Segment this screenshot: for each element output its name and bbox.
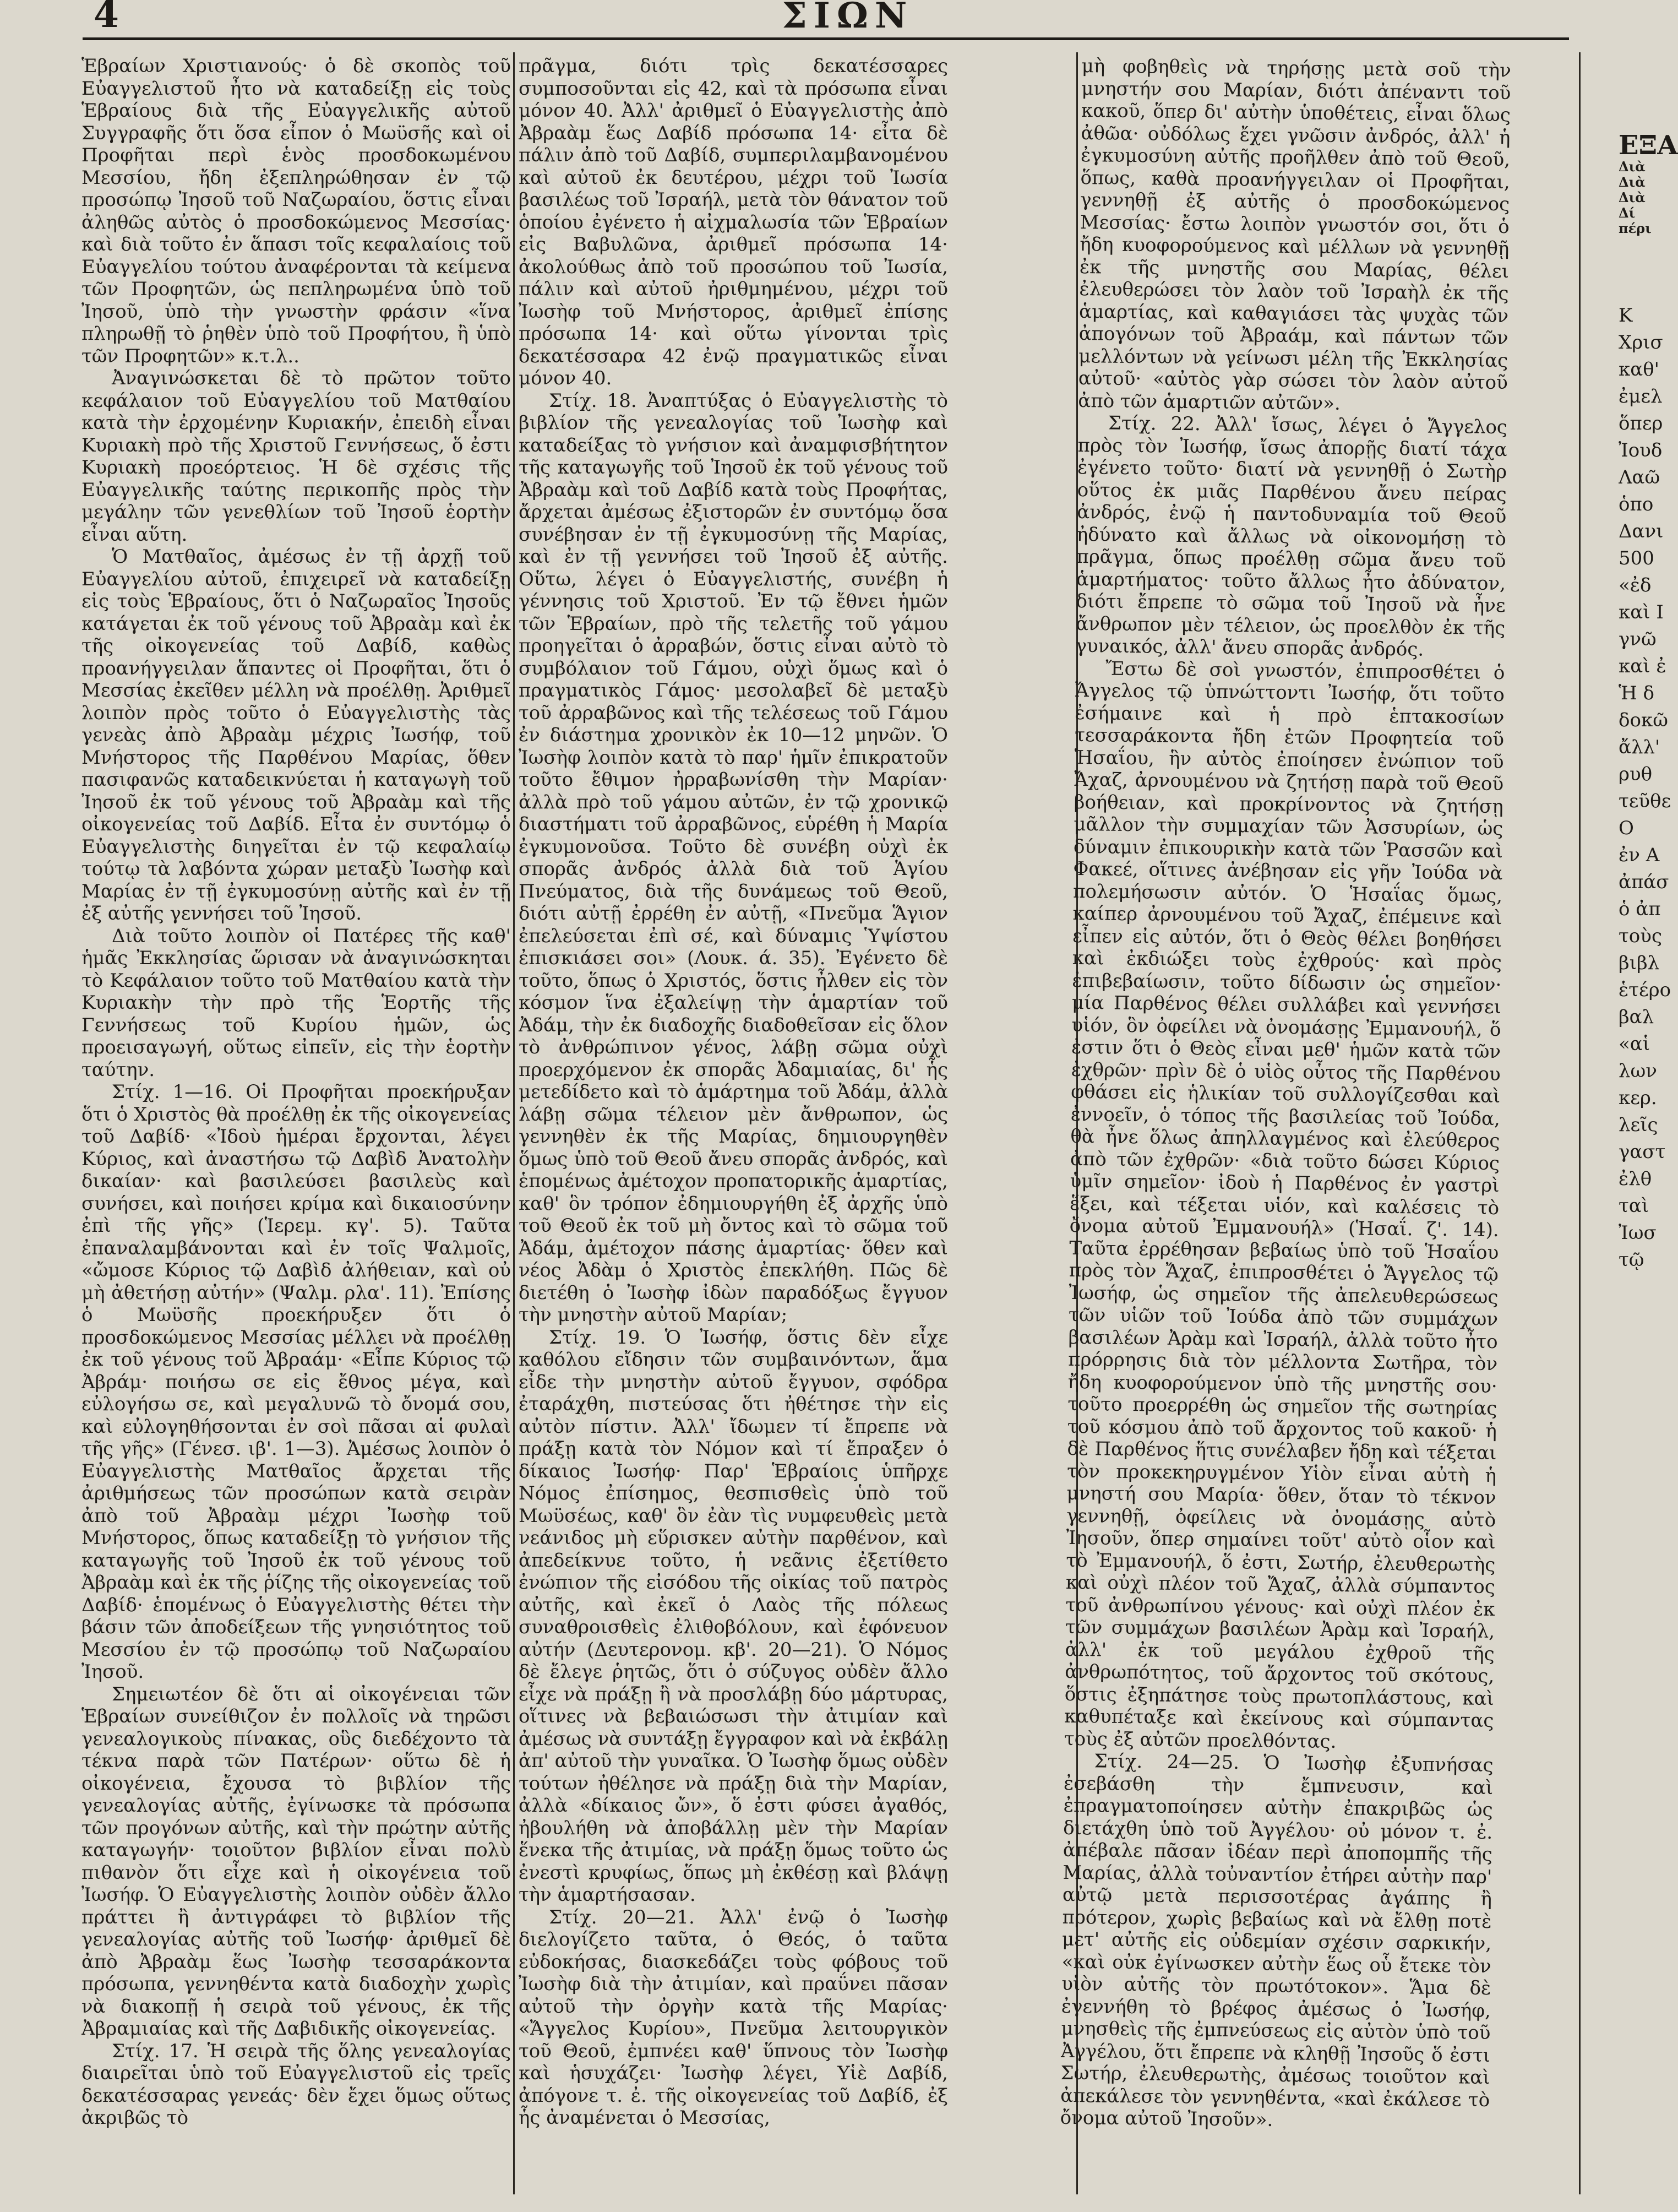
edge-fragment: κερ.	[1619, 1087, 1657, 1109]
paragraph: Στίχ. 18. Ἀναπτύξας ὁ Εὐαγγελιστὴς τὸ βιβλίον τῆς γενεαλογίας τοῦ Ἰωσὴφ καὶ καταδείξας τὸ γνήσιον καὶ ἀναμφισβήτητον τῆς καταγωγῆς τοῦ Ἰησοῦ ἐκ τοῦ γένους τοῦ Ἀβραὰμ καὶ τοῦ Δαβίδ κατὰ τοὺς Προφήτας, ἄρχεται ἀμέσως ἐξιστορῶν ἐν συντόμῳ ὅσα συνέβησαν ἐν τῇ ἐγκυμοσύνῃ τῆς Μαρίας, καὶ ἐν τῇ γεννήσει τοῦ Ἰησοῦ ἐξ αὐτῆς. Οὕτω, λέγει ὁ Εὐαγγελιστής, συνέβη ἡ γέννησις τοῦ Χριστοῦ. Ἐν τῷ ἔθνει ἡμῶν τῶν Ἑβραίων, πρὸ τῆς τελετῆς τοῦ γάμου προηγεῖται ὁ ἀρραβών, ὅστις εἶναι αὐτὸ τὸ συμβόλαιον τοῦ Γάμου, οὐχὶ ὅμως καὶ ὁ πραγματικὸς Γάμος· μεσολαβεῖ δὲ μεταξὺ τοῦ ἀρραβῶνος καὶ τῆς τελέσεως τοῦ Γάμου ἐν διάστημα χρονικὸν ἐκ 10—12 μηνῶν. Ὁ Ἰωσὴφ λοιπὸν κατὰ τὸ παρ' ἡμῖν ἐπικρατοῦν τοῦτο ἔθιμον ἠρραβωνίσθη τὴν Μαρίαν· ἀλλὰ πρὸ τοῦ γάμου αὐτῶν, ἐν τῷ χρονικῷ διαστήματι τοῦ ἀρραβῶνος, εὑρέθη ἡ Μαρία ἐγκυμονοῦσα. Τοῦτο δὲ συνέβη οὐχὶ ἐκ σπορᾶς ἀνδρός ἀλλὰ διὰ τοῦ Ἁγίου Πνεύματος, διὰ τῆς δυνάμεως τοῦ Θεοῦ, διότι αὐτῇ ἐρρέθη ἐν αὐτῇ, «Πνεῦμα Ἅγιον ἐπελεύσεται ἐπὶ σέ, καὶ δύναμις Ὑψίστου ἐπισκιάσει σοι» (Λουκ. ά. 35). Ἐγένετο δὲ τοῦτο, ὅπως ὁ Χριστός, ὅστις ἦλθεν εἰς τὸν κόσμον ἵνα ἐξαλείψῃ τὴν ἁμαρτίαν τοῦ Ἀδάμ, τὴν ἐκ διαδοχῆς διαδοθεῖσαν εἰς ὅλον τὸ ἀνθρώπινον γένος, λάβῃ σῶμα οὐχὶ προερχόμενον ἐκ σπορᾶς Ἀδαμιαίας, δι' ἧς μετεδίδετο καὶ τὸ ἁμάρτημα τοῦ Ἀδάμ, ἀλλὰ λάβῃ σῶμα τέλειον μὲν ἄνθρωπον, ὡς γεννηθὲν ἐκ τῆς Μαρίας, δημιουργηθὲν ὅμως ὑπὸ τοῦ Θεοῦ ἄνευ σπορᾶς ἀνδρός, καὶ ἑπομένως ἀμέτοχον προπατορικῆς ἁμαρτίας, καθ' ὃν τρόπον ἐδημιουργήθη ἐξ ἀρχῆς ὑπὸ τοῦ Θεοῦ ἐκ τοῦ μὴ ὄντος καὶ τὸ σῶμα τοῦ Ἀδάμ, ἀμέτοχον πάσης ἁμαρτίας· ὅθεν καὶ νέος Ἀδὰμ ὁ Χριστὸς ἐπεκλήθη. Πῶς δὲ διετέθη ὁ Ἰωσὴφ ἰδὼν παραδόξως ἔγγυον τὴν μνηστὴν αὐτοῦ Μαρίαν;	[519, 389, 948, 1326]
paragraph: Σημειωτέον δὲ ὅτι αἱ οἰκογένειαι τῶν Ἑβραίων συνείθιζον ἐν πολλοῖς νὰ τηρῶσι γενεαλογικοὺς πίνακας, οὓς διεδέχοντο τὰ τέκνα παρὰ τῶν Πατέρων· οὕτω δὲ ἡ οἰκογένεια, ἔχουσα τὸ βιβλίον τῆς γενεαλογίας αὐτῆς, ἐγίνωσκε τὰ πρόσωπα τῶν προγόνων αὐτῆς, καὶ τὴν πρώτην αὐτῆς καταγωγήν· τοιοῦτον βιβλίον εἶναι πολὺ πιθανὸν ὅτι εἶχε καὶ ἡ οἰκογένεια τοῦ Ἰωσήφ. Ὁ Εὐαγγελιστὴς λοιπὸν οὐδὲν ἄλλο πράττει ἢ ἀντιγράφει τὸ βιβλίον τῆς γενεαλογίας αὐτῆς τοῦ Ἰωσήφ· ἀριθμεῖ δὲ ἀπὸ Ἀβραὰμ ἕως Ἰωσὴφ τεσσαράκοντα πρόσωπα, γεννηθέντα κατὰ διαδοχὴν χωρὶς νὰ διακοπῇ ἡ σειρὰ τοῦ γένους, ἐκ τῆς Ἀβραμιαίας καὶ τῆς Δαβιδικῆς οἰκογενείας.	[81, 1683, 511, 2040]
edge-fragment: Διὰ	[1619, 159, 1646, 175]
text-column-3	[1059, 55, 1511, 2196]
text-column-2	[519, 55, 948, 2192]
edge-fragment: 500	[1619, 547, 1654, 569]
edge-fragment: ὁ ἀπ	[1619, 898, 1661, 920]
paragraph: Ὁ Ματθαῖος, ἀμέσως ἐν τῇ ἀρχῇ τοῦ Εὐαγγελίου αὐτοῦ, ἐπιχειρεῖ νὰ καταδείξῃ εἰς τοὺς Ἑβραίους, ὅτι ὁ Ναζωραῖος Ἰησοῦς κατάγεται ἐκ τοῦ γένους τοῦ Ἀβραὰμ καὶ ἐκ τῆς οἰκογενείας τοῦ Δαβίδ, καθὼς προανήγγειλαν ἅπαντες οἱ Προφῆται, ὅτι ὁ Μεσσίας ἐκεῖθεν μέλλη νὰ προέλθῃ. Ἀριθμεῖ λοιπὸν πρὸς τοῦτο ὁ Εὐαγγελιστὴς τὰς γενεὰς ἀπὸ Ἀβραὰμ μέχρις Ἰωσήφ, τοῦ Μνήστορος τῆς Παρθένου Μαρίας, ὅθεν πασιφανῶς καταδεικνύεται ἡ καταγωγὴ τοῦ Ἰησοῦ ἐκ τοῦ γένους τοῦ Ἀβραὰμ καὶ τῆς οἰκογενείας τοῦ Δαβίδ. Εἶτα ἐν συντόμῳ ὁ Εὐαγγελιστὴς διηγεῖται ἐν τῷ κεφαλαίῳ τούτῳ τὰ λαβόντα χώραν μεταξὺ Ἰωσὴφ καὶ Μαρίας ἐν τῇ ἐγκυμοσύνῃ αὐτῆς καὶ ἐν τῇ ἐξ αὐτῆς γεννήσει τοῦ Ἰησοῦ.	[81, 546, 511, 925]
edge-fragment: λων	[1619, 1060, 1657, 1082]
edge-fragment: ἄλλ'	[1619, 736, 1660, 758]
paragraph: Διὰ τοῦτο λοιπὸν οἱ Πατέρες τῆς καθ' ἡμᾶς Ἐκκλησίας ὥρισαν νὰ ἀναγινώσκηται τὸ Κεφάλαιον τοῦτο τοῦ Ματθαίου κατὰ τὴν Κυριακὴν τὴν πρὸ τῆς Ἑορτῆς τῆς Γεννήσεως τοῦ Κυρίου ἡμῶν, ὡς προεισαγωγή, οὕτως εἰπεῖν, εἰς τὴν ἑορτὴν ταύτην.	[81, 925, 511, 1081]
edge-fragment: «ἐδ	[1619, 574, 1652, 596]
edge-fragment: Χρισ	[1619, 331, 1663, 354]
paragraph: Ἔστω δὲ σοὶ γνωστόν, ἐπιπροσθέτει ὁ Ἄγγελος τῷ ὑπνώττοντι Ἰωσήφ, ὅτι τοῦτο ἐσήμαινε καὶ ἡ πρὸ ἑπτακοσίων τεσσαράκοντα ἤδη ἐτῶν Προφητεία τοῦ Ἡσαΐου, ἣν αὐτὸς ἐποίησεν ἐνώπιον τοῦ Ἄχαζ, ἀρνουμένου νὰ ζητήσῃ παρὰ τοῦ Θεοῦ βοήθειαν, καὶ προκρίνοντος νὰ ζητήσῃ μᾶλλον τὴν συμμαχίαν τῶν Ἀσσυρίων, ὡς δύναμιν ἐπικουρικὴν κατὰ τῶν Ῥασσῶν καὶ Φακεέ, οἵτινες ἀνέβησαν εἰς γῆν Ἰούδα νὰ πολεμήσωσιν αὐτόν. Ὁ Ἡσαΐας ὅμως, καίπερ ἀρνουμένου τοῦ Ἄχαζ, ἐπέμεινε καὶ εἶπεν εἰς αὐτόν, ὅτι ὁ Θεὸς θέλει βοηθήσει καὶ ἐκδιώξει τοὺς ἐχθρούς· καὶ πρὸς ἐπιβεβαίωσιν, τοῦτο δίδωσιν ὡς σημεῖον· μία Παρθένος θέλει συλλάβει καὶ γεννήσει υἱόν, ὃν ὀφείλει νὰ ὀνομάσῃς Ἐμμανουήλ, ὅ ἐστιν ὅτι ὁ Θεὸς εἶναι μεθ' ἡμῶν κατὰ τῶν ἐχθρῶν· πρὶν δὲ ὁ υἱὸς οὗτος τῆς Παρθένου φθάσει εἰς ἡλικίαν τοῦ συλλογίζεσθαι καὶ ἐννοεῖν, ὁ τόπος τῆς βασιλείας τοῦ Ἰούδα, θὰ ἦνε ὅλως ἀπηλλαγμένος καὶ ἐλεύθερος ἀπὸ τῶν ἐχθρῶν· «διὰ τοῦτο δώσει Κύριος ὑμῖν σημεῖον· ἰδοὺ ἡ Παρθένος ἐν γαστρὶ ἕξει, καὶ τέξεται υἱόν, καὶ καλέσεις τὸ ὄνομα αὐτοῦ Ἐμμανουήλ» (Ἡσαΐ. ζ'. 14). Ταῦτα ἐρρέθησαν βεβαίως ὑπὸ τοῦ Ἡσαΐου πρὸς τὸν Ἄχαζ, ἐπιπροσθέτει ὁ Ἄγγελος τῷ Ἰωσήφ, ὡς σημεῖον τῆς ἀπελευθερώσεως τῶν υἱῶν τοῦ Ἰούδα ἀπὸ τῶν συμμάχων βασιλέων Ἀρὰμ καὶ Ἰσραήλ, ἀλλὰ τοῦτο ἦτο πρόρρησις διὰ τὸν μέλλοντα Σωτῆρα, τὸν ἤδη κυοφορούμενον ὑπὸ τῆς μνηστῆς σου· τοῦτο προερρέθη ὡς σημεῖον τῆς σωτηρίας τοῦ κόσμου ἀπὸ τοῦ ἄρχοντος τοῦ κακοῦ· ἡ δὲ Παρθένος ἥτις συνέλαβεν ἤδη καὶ τέξεται τὸν προκεκηρυγμένον Υἱὸν εἶναι αὐτὴ ἡ μνηστή σου Μαρία· ὅθεν, ὅταν τὸ τέκνον γεννηθῇ, ὀφείλεις νὰ ὀνομάσῃς αὐτὸ Ἰησοῦν, ὅπερ σημαίνει τοῦτ' αὐτὸ οἷον καὶ τὸ Ἐμμανουήλ, ὅ ἐστι, Σωτήρ, ἐλευθερωτὴς καὶ οὐχὶ πλέον τοῦ Ἄχαζ, ἀλλὰ σύμπαντος τοῦ ἀνθρωπίνου γένους· καὶ οὐχὶ πλέον ἐκ τῶν συμμάχων βασιλέων Ἀρὰμ καὶ Ἰσραήλ, ἀλλ' ἐκ τοῦ μεγάλου ἐχθροῦ τῆς ἀνθρωπότητος, τοῦ ἄρχοντος τοῦ σκότους, ὅστις ἐξηπάτησε τοὺς πρωτοπλάστους, καὶ καθυπέταξε καὶ ἐκείνους καὶ σύμπαντας τοὺς ἐξ αὐτῶν προελθόντας.	[1064, 657, 1505, 1753]
paragraph: πρᾶγμα, διότι τρὶς δεκατέσσαρες συμποσοῦνται εἰς 42, καὶ τὰ πρόσωπα εἶναι μόνον 40. Ἀλλ' ἀριθμεῖ ὁ Εὐαγγελιστὴς ἀπὸ Ἀβραὰμ ἕως Δαβίδ πρόσωπα 14· εἶτα δὲ πάλιν ἀπὸ τοῦ Δαβίδ, συμπεριλαμβανομένου καὶ αὐτοῦ ἐκ δευτέρου, μέχρι τοῦ Ἰωσία βασιλέως τοῦ Ἰσραήλ, μετὰ τὸν θάνατον τοῦ ὁποίου ἐγένετο ἡ αἰχμαλωσία τῶν Ἑβραίων εἰς Βαβυλῶνα, ἀριθμεῖ πρόσωπα 14· ἀκολούθως ἀπὸ τοῦ προσώπου τοῦ Ἰωσία, πάλιν καὶ αὐτοῦ ἠριθμημένου, μέχρι τοῦ Ἰωσὴφ τοῦ Μνήστορος, ἀριθμεῖ ἐπίσης πρόσωπα 14· καὶ οὕτω γίνονται τρὶς δεκατέσσαρα 42 ἐνῷ πραγματικῶς εἶναι μόνον 40.	[519, 55, 948, 389]
adjacent-page-fragment	[1619, 66, 1678, 2203]
edge-fragment: ἀπάσ	[1619, 871, 1669, 893]
edge-fragment: καὶ Ι	[1619, 601, 1664, 623]
edge-fragment: λεῖς	[1619, 1114, 1658, 1136]
edge-fragment: Κ	[1619, 305, 1633, 327]
edge-fragment: ὁπο	[1619, 493, 1654, 515]
edge-fragment: Λαῶ	[1619, 466, 1660, 488]
edge-fragment: ἐμελ	[1619, 385, 1663, 407]
text-column-1	[81, 55, 511, 2192]
paragraph: Ἑβραίων Χριστιανούς· ὁ δὲ σκοπὸς τοῦ Εὐαγγελιστοῦ ἦτο νὰ καταδείξῃ εἰς τοὺς Ἑβραίους διὰ τῆς Εὐαγγελικῆς αὐτοῦ Συγγραφῆς ὅτι ὅσα εἶπον ὁ Μωϋσῆς καὶ οἱ Προφῆται περὶ ἑνὸς προσδοκωμένου Μεσσίου, ἤδη ἐξεπληρώθησαν ἐν τῷ προσώπῳ Ἰησοῦ τοῦ Ναζωραίου, ὅστις εἶναι ἀληθῶς αὐτὸς ὁ προσδοκώμενος Μεσσίας· καὶ διὰ τοῦτο ἐν ἅπασι τοῖς κεφαλαίοις τοῦ Εὐαγγελίου τούτου ἀναφέρονται τὰ κείμενα τῶν Προφητῶν, ὡς πεπληρωμένα ὑπὸ τοῦ Ἰησοῦ, ὑπὸ τὴν γνωστὴν φράσιν «ἵνα πληρωθῇ τὸ ῥηθὲν ὑπὸ τοῦ Προφήτου, ἢ ὑπὸ τῶν Προφητῶν» κ.τ.λ..	[81, 55, 511, 367]
edge-fragment: πέρι	[1619, 220, 1652, 236]
paragraph: Ἀναγινώσκεται δὲ τὸ πρῶτον τοῦτο κεφάλαιον τοῦ Εὐαγγελίου τοῦ Ματθαίου κατὰ τὴν ἐρχομένην Κυριακήν, ἐπειδὴ εἶναι Κυριακὴ πρὸ τῆς Χριστοῦ Γεννήσεως, ὅ ἐστι Κυριακὴ προεόρτειος. Ἡ δὲ σχέσις τῆς Εὐαγγελικῆς ταύτης περικοπῆς πρὸς τὴν μεγάλην τῶν γενεθλίων τοῦ Ἰησοῦ ἑορτὴν εἶναι αὕτη.	[81, 367, 511, 546]
edge-fragment: Ἰωσ	[1619, 1222, 1657, 1244]
edge-fragment: Δανι	[1619, 520, 1664, 542]
edge-fragment: καθ'	[1619, 358, 1660, 381]
edge-fragment: ΕΞΑ	[1619, 130, 1678, 161]
edge-fragment: ὅπερ	[1619, 412, 1663, 434]
edge-fragment: Ἰουδ	[1619, 439, 1663, 461]
header-rule	[83, 37, 1569, 40]
edge-fragment: γνῶ	[1619, 628, 1657, 650]
edge-fragment: τῷ	[1619, 1249, 1644, 1271]
journal-title: ΣΙΩΝ	[782, 0, 914, 36]
edge-fragment: ἑτέρο	[1619, 979, 1671, 1001]
edge-fragment: καὶ ἐ	[1619, 655, 1666, 677]
edge-fragment: τοὺς	[1619, 925, 1662, 947]
paragraph: Στίχ. 1—16. Οἱ Προφῆται προεκήρυξαν ὅτι ὁ Χριστὸς θὰ προέλθῃ ἐκ τῆς οἰκογενείας τοῦ Δαβίδ· «Ἰδοὺ ἡμέραι ἔρχονται, λέγει Κύριος, καὶ ἀναστήσω τῷ Δαβὶδ Ἀνατολὴν δικαίαν· καὶ βασιλεύσει βασιλεὺς καὶ συνήσει, καὶ ποιήσει κρίμα καὶ δικαιοσύνην ἐπὶ τῆς γῆς» (Ἱερεμ. κγ'. 5). Ταῦτα ἐπαναλαμβάνονται καὶ ἐν τοῖς Ψαλμοῖς, «ὤμοσε Κύριος τῷ Δαβὶδ ἀλήθειαν, καὶ οὐ μὴ ἀθετήσῃ αὐτήν» (Ψαλμ. ρλα'. 11). Ἐπίσης ὁ Μωϋσῆς προεκήρυξεν ὅτι ὁ προσδοκώμενος Μεσσίας μέλλει νὰ προέλθῃ ἐκ τοῦ γένους τοῦ Ἀβραάμ· «Εἶπε Κύριος τῷ Ἀβράμ· ποιήσω σε εἰς ἔθνος μέγα, καὶ εὐλογήσω σε, καὶ μεγαλυνῶ τὸ ὄνομά σου, καὶ εὐλογηθήσονται ἐν σοὶ πᾶσαι αἱ φυλαὶ τῆς γῆς» (Γένεσ. ιβ'. 1—3). Ἀμέσως λοιπὸν ὁ Εὐαγγελιστὴς Ματθαῖος ἄρχεται τῆς ἀριθμήσεως τῶν προσώπων κατὰ σειρὰν ἀπὸ τοῦ Ἀβραὰμ μέχρι Ἰωσὴφ τοῦ Μνήστορος, ὅπως καταδείξῃ τὸ γνήσιον τῆς καταγωγῆς τοῦ Ἰησοῦ ἐκ τοῦ γένους τοῦ Ἀβραὰμ καὶ ἐκ τῆς ῥίζης τῆς οἰκογενείας τοῦ Δαβίδ· ἑπομένως ὁ Εὐαγγελιστὴς θέτει τὴν βάσιν τῶν ἀποδείξεων τῆς γνησιότητος τοῦ Μεσσίου ἐν τῷ προσώπῳ τοῦ Ναζωραίου Ἰησοῦ.	[81, 1081, 511, 1683]
page-header	[83, 0, 1569, 39]
edge-fragment: ἐλθ	[1619, 1168, 1652, 1190]
edge-fragment: βιβλ	[1619, 952, 1660, 974]
edge-fragment: τεῦθε	[1619, 790, 1671, 812]
edge-fragment: γαστ	[1619, 1141, 1666, 1163]
edge-fragment: ἐν Α	[1619, 844, 1660, 866]
paragraph: Στίχ. 24—25. Ὁ Ἰωσὴφ ἐξυπνήσας ἐσεβάσθη τὴν ἔμπνευσιν, καὶ ἐπραγματοποίησεν αὐτὴν ἐπακριβῶς ὡς διετάχθη ὑπὸ τοῦ Ἀγγέλου· οὐ μόνον τ. ἐ. ἀπέβαλε πᾶσαν ἰδέαν περὶ ἀποπομπῆς τῆς Μαρίας, ἀλλὰ τοὐναντίον ἐτήρει αὐτὴν παρ' αὐτῷ μετὰ περισσοτέρας ἀγάπης ἢ πρότερον, χωρὶς βεβαίως καὶ νὰ ἔλθῃ ποτὲ μετ' αὐτῆς εἰς οὐδεμίαν σχέσιν σαρκικήν, «καὶ οὐκ ἐγίνωσκεν αὐτὴν ἕως οὗ ἔτεκε τὸν υἱὸν αὐτῆς τὸν πρωτότοκον». Ἅμα δὲ ἐγεννήθη τὸ βρέφος ἀμέσως ὁ Ἰωσήφ, μνησθεὶς τῆς ἐμπνεύσεως εἰς αὐτὸν ὑπὸ τοῦ Ἀγγέλου, ὅτι ἔπρεπε νὰ κληθῇ Ἰησοῦς ὅ ἐστι Σωτήρ, ἐλευθερωτὴς, ἀμέσως τοιοῦτον καὶ ἀπεκάλεσε τὸν γεννηθέντα, «καὶ ἐκάλεσε τὸ ὄνομα αὐτοῦ Ἰησοῦν».	[1060, 1750, 1494, 2131]
paragraph: μὴ φοβηθεὶς νὰ τηρήσῃς μετὰ σοῦ τὴν μνηστήν σου Μαρίαν, διότι ἀπέναντι τοῦ κακοῦ, ὅπερ δι' αὐτὴν ὑποθέτεις, εἶναι ὅλως ἀθῶα· οὐδόλως ἔχει γνῶσιν ἀνδρός, ἀλλ' ἡ ἐγκυμοσύνη αὐτῆς προῆλθεν ἀπὸ τοῦ Θεοῦ, ὅπως, καθὰ προανήγγειλαν οἱ Προφῆται, γεννηθῇ ἐξ αὐτῆς ὁ προσδοκώμενος Μεσσίας· ἔστω λοιπὸν γνωστόν σοι, ὅτι ὁ ἤδη κυοφορούμενος καὶ μέλλων νὰ γεννηθῇ ἐκ τῆς μνηστῆς σου Μαρίας, θέλει ἐλευθερώσει τὸν λαὸν τοῦ Ἰσραὴλ ἐκ τῆς ἁμαρτίας, καὶ καθαγιάσει τὰς ψυχὰς τῶν ἀπογόνων τοῦ Ἀβραάμ, καὶ πάντων τῶν μελλόντων νὰ γείνωσι μέλη τῆς Ἐκκλησίας αὐτοῦ· «αὐτὸς γὰρ σώσει τὸν λαὸν αὐτοῦ ἀπὸ τῶν ἁμαρτιῶν αὐτῶν».	[1078, 55, 1511, 415]
edge-fragment: ταὶ	[1619, 1195, 1649, 1217]
edge-fragment: «αἱ	[1619, 1033, 1650, 1055]
edge-fragment: Διὰ	[1619, 189, 1646, 205]
paragraph: Στίχ. 22. Ἀλλ' ἴσως, λέγει ὁ Ἄγγελος πρὸς τὸν Ἰωσήφ, ἴσως ἀπορῇς διατί τάχα ἐγένετο τοῦτο· διατί νὰ γεννηθῇ ὁ Σωτὴρ οὕτος ἐκ μιᾶς Παρθένου ἄνευ πείρας ἀνδρός, ἐνῷ ἡ παντοδυναμία τοῦ Θεοῦ ἠδύνατο καὶ ἄλλως νὰ οἰκονομήσῃ τὸ πρᾶγμα, ὅπως προέλθῃ σῶμα ἄνευ τοῦ ἁμαρτήματος· τοῦτο ἄλλως ἦτο ἀδύνατον, διότι ἔπρεπε τὸ σῶμα τοῦ Ἰησοῦ νὰ ἦνε ἄνθρωπον μὲν τέλειον, ὡς προελθὸν ἐκ τῆς γυναικός, ἀλλ' ἄνευ σπορᾶς ἀνδρός.	[1075, 412, 1508, 661]
edge-fragment: Δί	[1619, 205, 1636, 221]
paragraph: Στίχ. 19. Ὁ Ἰωσήφ, ὅστις δὲν εἶχε καθόλου εἴδησιν τῶν συμβαινόντων, ἅμα εἶδε τὴν μνηστὴν αὐτοῦ ἔγγυον, σφόδρα ἐταράχθη, πιστεύσας ὅτι ἠθέτησε τὴν εἰς αὐτὸν πίστιν. Ἀλλ' ἴδωμεν τί ἔπρεπε νὰ πράξῃ κατὰ τὸν Νόμον καὶ τί ἔπραξεν ὁ δίκαιος Ἰωσήφ· Παρ' Ἑβραίοις ὑπῆρχε Νόμος ἐπίσημος, θεσπισθεὶς ὑπὸ τοῦ Μωϋσέως, καθ' ὃν ἐὰν τὶς νυμφευθεὶς μετὰ νεάνιδος μὴ εὕρισκεν αὐτὴν παρθένον, καὶ ἀπεδείκνυε τοῦτο, ἡ νεᾶνις ἐξετίθετο ἐνώπιον τῆς εἰσόδου τῆς οἰκίας τοῦ πατρὸς αὐτῆς, καὶ ἐκεῖ ὁ Λαὸς τῆς πόλεως συναθροισθεὶς ἐλιθοβόλουν, καὶ ἐφόνευον αὐτήν (Δευτερονομ. κβ'. 20—21). Ὁ Νόμος δὲ ἔλεγε ῥητῶς, ὅτι ὁ σύζυγος οὐδὲν ἄλλο εἶχε νὰ πράξῃ ἢ νὰ προσλάβῃ δύο μάρτυρας, οἵτινες νὰ βεβαιώσωσι τὴν ἀτιμίαν καὶ ἀμέσως νὰ συντάξῃ ἔγγραφον καὶ νὰ ἐκβάλῃ ἀπ' αὐτοῦ τὴν γυναῖκα. Ὁ Ἰωσὴφ ὅμως οὐδὲν τούτων ἠθέλησε νὰ πράξῃ διὰ τὴν Μαρίαν, ἀλλὰ «δίκαιος ὤν», ὅ ἐστι φύσει ἀγαθός, ἠβουλήθη νὰ ἀποβάλλῃ μὲν τὴν Μαρίαν ἕνεκα τῆς ἀτιμίας, νὰ πράξῃ ὅμως τοῦτο ὡς ἐνεστὶ κρυφίως, ὅπως μὴ ἐκθέσῃ καὶ βλάψῃ τὴν ἁμαρτήσασαν.	[519, 1326, 948, 1906]
edge-fragment: Διὰ	[1619, 174, 1646, 190]
column-divider	[513, 52, 515, 2194]
edge-fragment: ρυθ	[1619, 763, 1653, 785]
edge-fragment: Ἡ δ	[1619, 682, 1655, 704]
edge-fragment: βαλ	[1619, 1006, 1654, 1028]
page-number: 4	[94, 0, 119, 36]
edge-fragment: Ο	[1619, 817, 1634, 839]
paragraph: Στίχ. 17. Ἡ σειρὰ τῆς ὅλης γενεαλογίας διαιρεῖται ὑπὸ τοῦ Εὐαγγελιστοῦ εἰς τρεῖς δεκατέσσαρας γενεάς· δὲν ἔχει ὅμως οὕτως ἀκριβῶς τὸ	[81, 2040, 511, 2129]
column-divider	[1579, 52, 1581, 2194]
paragraph: Στίχ. 20—21. Ἀλλ' ἐνῷ ὁ Ἰωσὴφ διελογίζετο ταῦτα, ὁ Θεός, ὁ ταῦτα εὐδοκήσας, διασκεδάζει τοὺς φόβους τοῦ Ἰωσὴφ διὰ τὴν ἀτιμίαν, καὶ πραΰνει πᾶσαν αὐτοῦ τὴν ὀργὴν κατὰ τῆς Μαρίας· «Ἄγγελος Κυρίου», Πνεῦμα λειτουργικὸν τοῦ Θεοῦ, ἐμπνέει καθ' ὕπνους τὸν Ἰωσὴφ καὶ ἡσυχάζει· Ἰωσὴφ λέγει, Υἱὲ Δαβίδ, ἀπόγονε τ. ἐ. τῆς οἰκογενείας τοῦ Δαβίδ, ἐξ ἧς ἀναμένεται ὁ Μεσσίας,	[519, 1906, 948, 2129]
edge-fragment: δοκῶ	[1619, 709, 1668, 731]
